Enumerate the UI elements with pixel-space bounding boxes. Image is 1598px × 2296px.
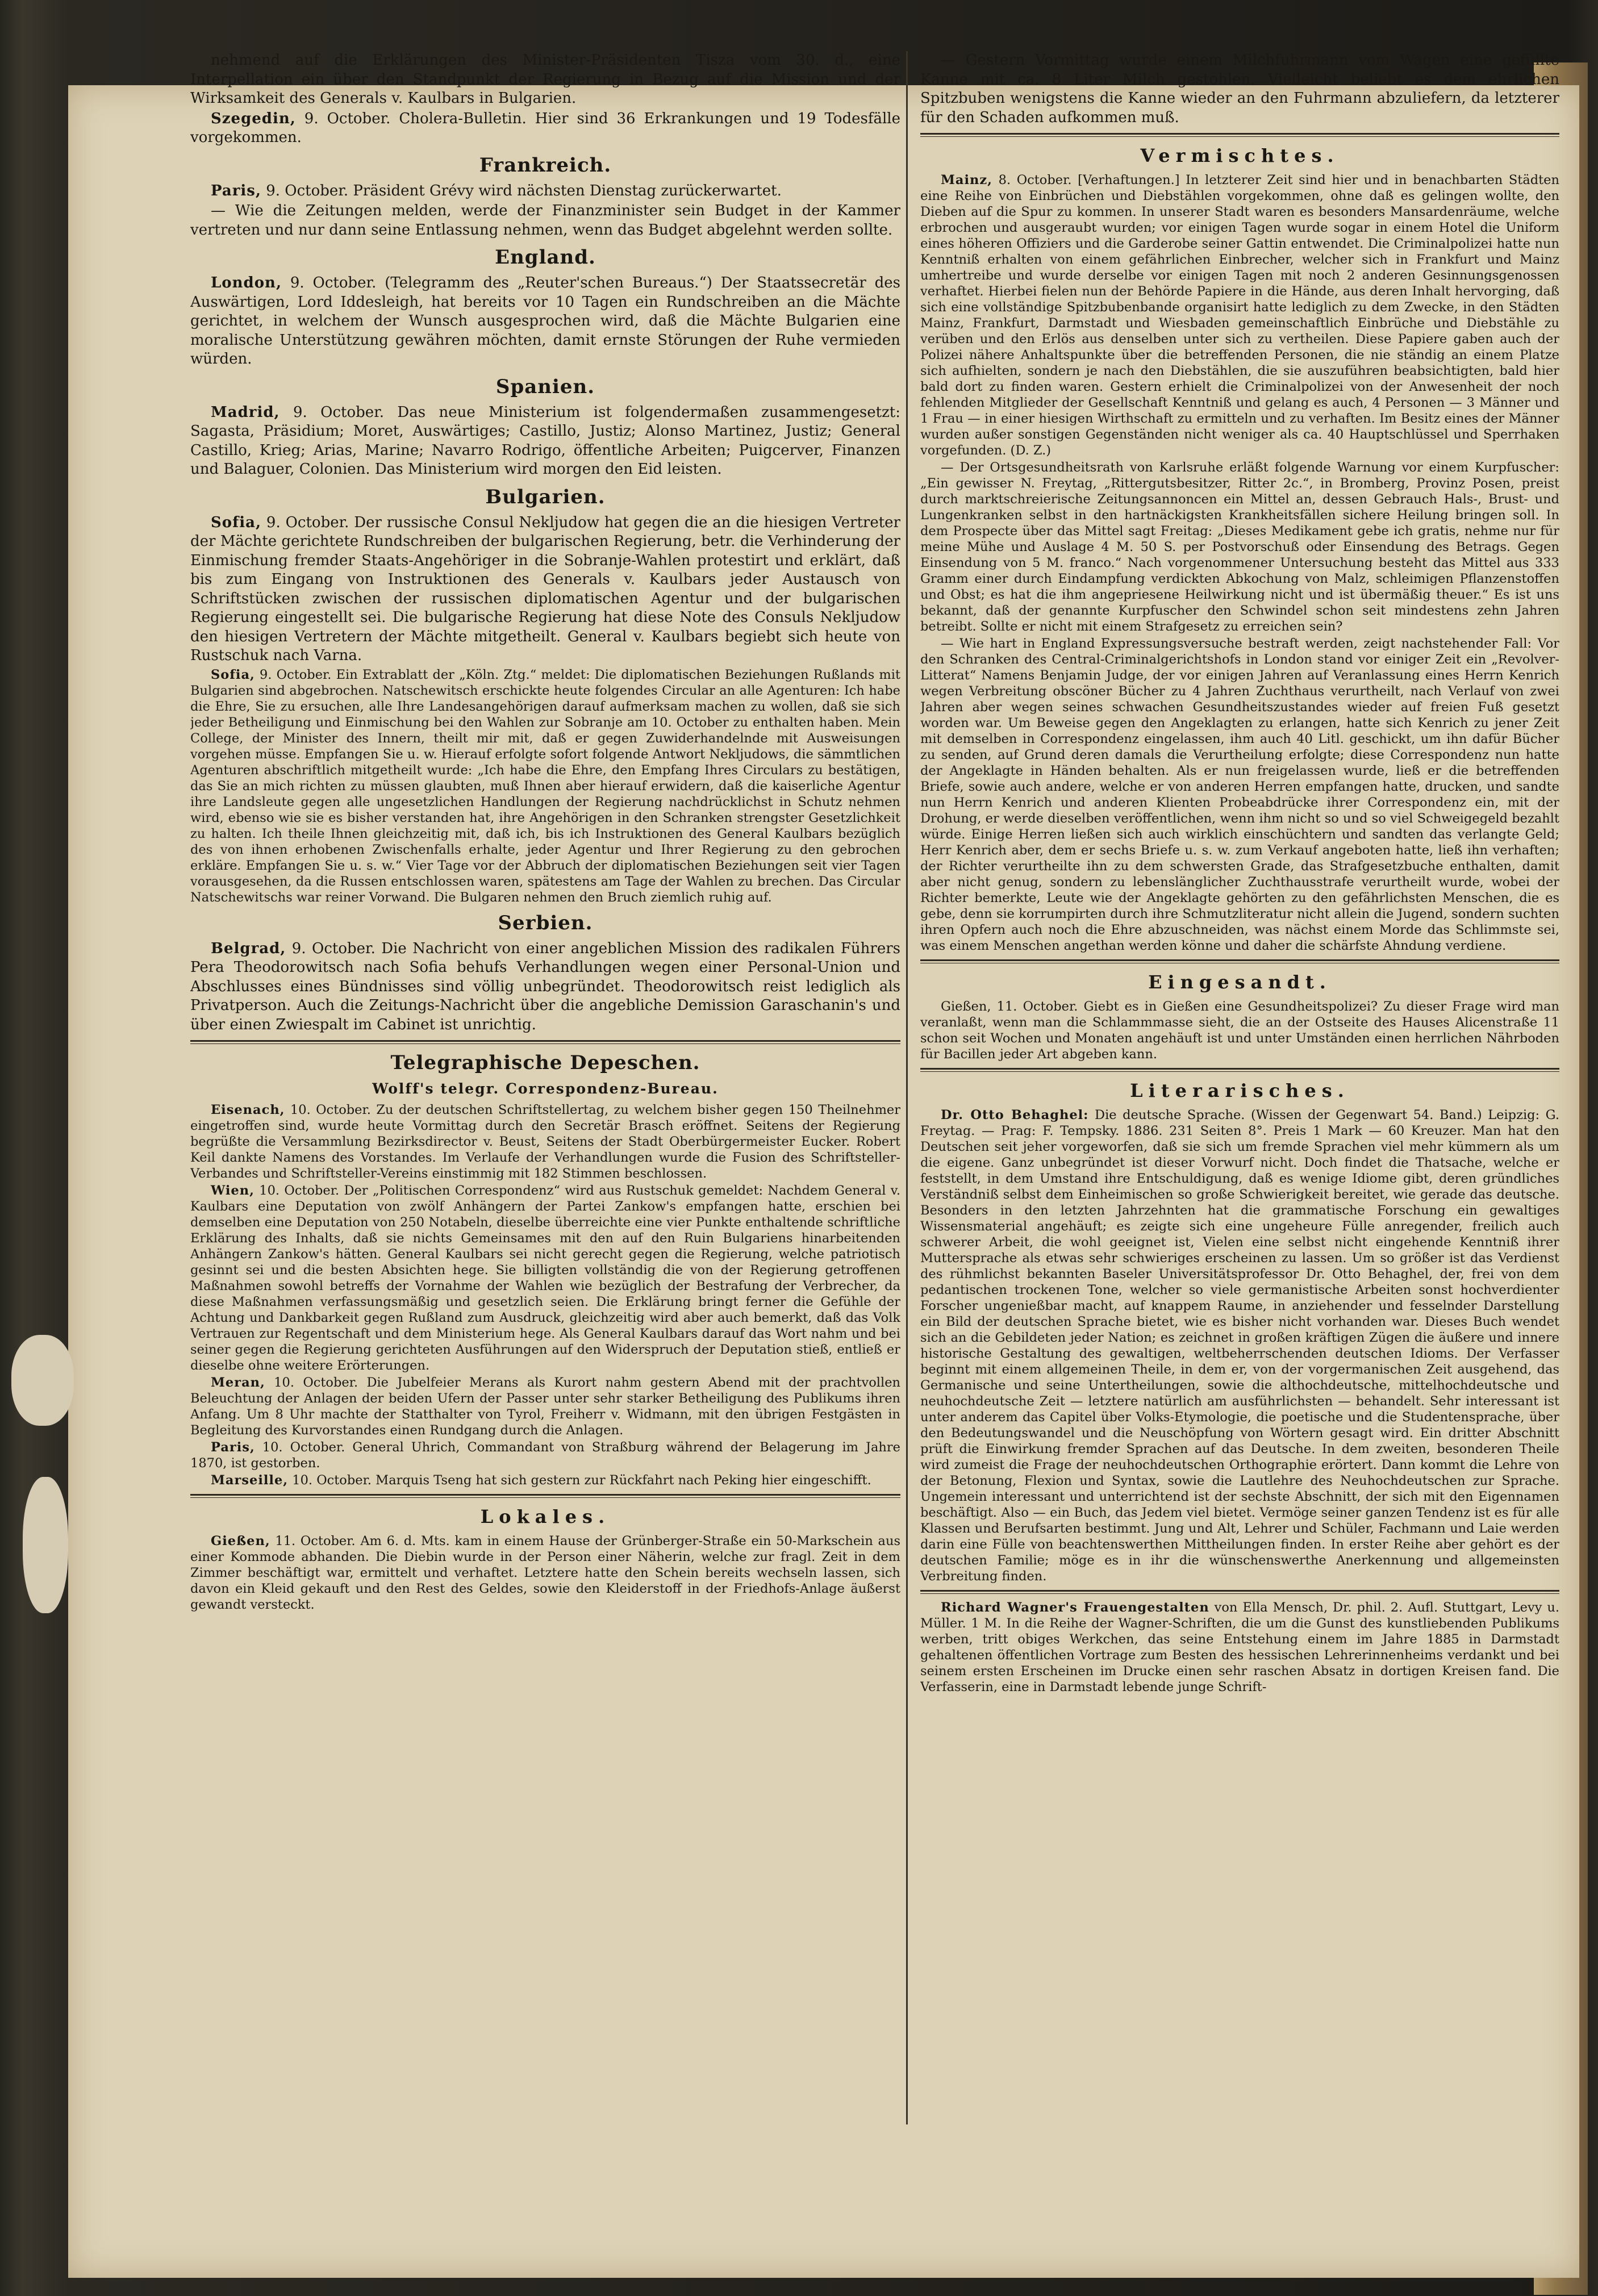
article-dateline: Gießen, (211, 1534, 270, 1548)
section-heading: Telegraphische Depeschen. (390, 1051, 700, 1074)
article-text: 10. October. General Uhrich, Commandant von Straßburg während der Belagerung im Jahre 1870, ist gestorben. (190, 1440, 900, 1471)
article-text: Die deutsche Sprache. (Wissen der Gegenwart 54. Band.) Leipzig: G. Freytag. — Prag: F. Tempsky. 1886. 231 Seiten 8°. Preis 1 Mark — 60 Kreuzer. Man hat den Deutschen seit jeher vorgeworfen, daß sie sich um fremde Sprachen viel mehr kümmern als um die eigene. Ganz unbegründet ist dieser Vorwurf nicht. Doch findet die Thatsache, welche er feststellt, in dem Umstand ihre Entschuldigung, daß es wenige Idiome gibt, deren gründliches Verständniß selbst dem Einheimischen so große Schwierigkeit bereitet, wie gerade das deutsche. Besonders in den letzten Jahrzehnten hat die grammatische Forschung ein gewaltiges Wissensmaterial angehäuft; es zeigte sich eine ungeheure Fülle anregender, freilich auch schwerer Arbeit, die wohl geeignet ist, Vielen eine selbst nicht eingehende Kenntniß ihrer Muttersprache als etwas sehr schwieriges erscheinen zu lassen. Um so größer ist das Verdienst des rühmlichst bekannten Baseler Universitätsprofessor Dr. Otto Behaghel, der, frei von dem pedantischen trockenen Tone, welcher so viele germanistische Arbeiten sonst hochverdienter Forscher ungenießbar macht, auf knappem Raume, in anziehender und fesselnder Darstellung ein Bild der deutschen Sprache bietet, wie es bisher nicht vorhanden war. Dieses Buch wendet sich an die Gebildeten jeder Nation; es zeichnet in großen kräftigen Zügen die äußere und innere historische Gestaltung des gewaltigen, weltbeherrschenden deutschen Idioms. Der Verfasser beginnt mit einem allgemeinen Theile, in dem er, von der vorgermanischen Zeit ausgehend, das Germanische und seine Untertheilungen, sowie die althochdeutsche, mittelhochdeutsche und neuhochdeutsche Zeit — letztere natürlich am ausführlichsten — behandelt. Sehr interessant ist unter anderem das Capitel über Volks-Etymologie, die poetische und die Studentensprache, über den Bedeutungswandel und die Neuschöpfung von Wörtern gesagt wird. Ein dritter Abschnitt prüft die Einwirkung fremder Sprachen auf das Deutsche. In dem zweiten, besonderen Theile wird zumeist die Frage der neuhochdeutschen Orthographie erörtert. Dann kommt die Lehre von der Betonung, Flexion und Syntax, sowie die Lautlehre des Neuhochdeutschen zur Sprache. Ungemein interessant und unterrichtend ist der sechste Abschnitt, der sich mit den Eigennamen beschäftigt. Also — ein Buch, das Jedem viel bietet. Vermöge seiner ganzen Tendenz ist es für alle Klassen und Berufsarten bestimmt. Jung und Alt, Lehrer und Schüler, Fachmann und Laie werden darin eine Fülle von beachtenswerthen Mittheilungen finden. In erster Reihe aber gehört es der deutschen Familie; möge es in ihr die wünschenswerthe Anerkennung und allgemeinsten Verbreitung finden. (920, 1108, 1559, 1584)
article-dateline: Paris, (211, 182, 261, 199)
article-dateline: Marseille, (211, 1473, 289, 1488)
right-column (920, 51, 1559, 2181)
article-text: nehmend auf die Erklärungen des Minister-Präsidenten Tisza vom 30. d., eine Interpellation ein über den Standpunkt der Regierung in Bezug auf die Mission und der Wirksamkeit des Generals v. Kaulbars in Bulgarien. (190, 52, 900, 107)
article-text: von Ella Mensch, Dr. phil. 2. Aufl. Stuttgart, Levy u. Müller. 1 M. In die Reihe der Wagner-Schriften, die um die Gunst des kunstliebenden Publikums werben, tritt obiges Werkchen, das seine Entstehung einem im Jahre 1885 in Darmstadt gehaltenen öffentlichen Vortrage zum Besten des hessischen Lehrerinnenheims verdankt und bei seinem ersten Erscheinen im Drucke einen sehr raschen Absatz in dortigen Kreisen fand. Die Verfasserin, eine in Darmstadt lebende junge Schrift- (920, 1600, 1559, 1694)
article-dateline: Madrid, (211, 403, 280, 421)
section-rule (190, 1040, 900, 1044)
column-divider (906, 51, 908, 2124)
article-dateline: Wien, (211, 1183, 254, 1198)
section-heading: Frankreich. (479, 153, 612, 177)
article-text: — Wie die Zeitungen melden, werde der Finanzminister sein Budget in der Kammer vertreten und nur dann seine Entlassung nehmen, wenn das Budget abgelehnt werden sollte. (190, 202, 900, 239)
article-paragraph (190, 1183, 900, 1374)
article-dateline: Sofia, (211, 514, 262, 531)
section-heading: Spanien. (495, 375, 595, 398)
article-text: 11. October. Am 6. d. Mts. kam in einem Hause der Grünberger-Straße ein 50-Markschein aus einer Kommode abhanden. Die Diebin wurde in der Person einer Näherin, welche zur fragl. Zeit in dem Zimmer beschäftigt war, ermittelt und verhaftet. Letztere hatte den Schein bereits wechseln lassen, sich davon ein Kleid gekauft und den Rest des Geldes, sowie den Kleiderstoff in der Friedhofs-Anlage äußerst gewandt versteckt. (190, 1534, 900, 1612)
article-paragraph (190, 514, 900, 666)
article-dateline: Paris, (211, 1440, 255, 1455)
article-dateline: Mainz, (941, 173, 993, 187)
section-subheading: Wolff's telegr. Correspondenz-Bureau. (372, 1080, 719, 1097)
article-paragraph (920, 636, 1559, 954)
article-dateline: Sofia, (211, 667, 255, 682)
article-paragraph (190, 1533, 900, 1613)
section-rule (920, 1068, 1559, 1072)
article-paragraph (190, 110, 900, 148)
article-dateline: Dr. Otto Behaghel: (941, 1108, 1089, 1122)
article-text: — Gestern Vormittag wurde einem Milchfuhrmann vom Wagen eine gefüllte Kanne mit ca. 8 Liter Milch gestohlen. Vielleicht beliebt es dem ehrlichen Spitzbuben wenigstens die Kanne wieder an den Fuhrmann abzuliefern, da letzterer für den Schaden aufkommen muß. (920, 52, 1559, 126)
article-paragraph (190, 1472, 900, 1488)
article-paragraph (190, 667, 900, 905)
article-dateline: London, (211, 274, 282, 291)
article-paragraph (190, 51, 900, 108)
article-paragraph (190, 182, 900, 201)
article-paragraph (190, 274, 900, 369)
left-column (190, 51, 900, 2141)
section-heading: Serbien. (498, 911, 593, 934)
article-text: 9. October. Präsident Grévy wird nächsten Dienstag zurückerwartet. (261, 182, 782, 199)
section-rule (920, 133, 1559, 137)
article-text: 9. October. Cholera-Bulletin. Hier sind 36 Erkrankungen und 19 Todesfälle vorgekommen. (190, 110, 900, 146)
article-text: 10. October. Der „Politischen Correspondenz“ wird aus Rustschuk gemeldet: Nachdem General v. Kaulbars eine Deputation von zwölf Anhängern der Partei Zankow's empfangen hatte, erschien bei demselben eine Deputation von 250 Notabeln, dieselbe überreichte eine vier Punkte enthaltende schriftliche Erklärung des Inhalts, daß sie nichts Gemeinsames mit den auf den Ruin Bulgariens hinarbeitenden Anhängern Zankow's hätten. General Kaulbars sei nicht gerecht gegen die Regierung, welche patriotisch gesinnt sei und die besten Absichten hege. Sie billigten vollständig die von der Regierung getroffenen Maßnahmen sowohl betreffs der Vornahme der Wahlen wie bezüglich der Bestrafung der Verbrecher, da diese Maßnahmen verfassungsmäßig und gesetzlich seien. Die Erklärung bringt ferner die Gefühle der Achtung und Dankbarkeit gegen Rußland zum Ausdruck, gleichzeitig wird aber auch bemerkt, daß das Volk Vertrauen zur Regentschaft und dem Ministerium hege. Als General Kaulbars darauf das Wort nahm und bei seiner gegen die Regierung gerichteten Ausführungen auf den Widerspruch der Deputation stieß, entließ er dieselbe ohne weitere Erörterungen. (190, 1183, 900, 1373)
article-paragraph (920, 172, 1559, 458)
article-text: 9. October. (Telegramm des „Reuter'schen Bureaus.“) Der Staatssecretär des Auswärtigen, Lord Iddesleigh, hat bereits vor 10 Tagen ein Rundschreiben an die Mächte gerichtet, in welchem der Wunsch ausgesprochen wird, daß die Mächte Bulgarien eine moralische Unterstützung gewähren möchten, damit ernste Störungen der Ruhe vermieden würden. (190, 274, 900, 368)
section-heading: Eingesandt. (1148, 971, 1332, 993)
article-paragraph (920, 999, 1559, 1062)
article-text: Gießen, 11. October. Giebt es in Gießen eine Gesundheitspolizei? Zu dieser Frage wird man veranlaßt, wenn man die Schlammmasse sieht, die an der Ostseite des Hauses Alicenstraße 11 schon seit Wochen und Monaten angehäuft ist und unter Umständen einen herrlichen Nährboden für Bacillen jeder Art abgeben kann. (920, 999, 1559, 1062)
section-heading: Lokales. (480, 1506, 611, 1527)
section-heading: Vermischtes. (1140, 145, 1340, 166)
article-paragraph (920, 1600, 1559, 1695)
section-heading: England. (495, 246, 596, 269)
article-paragraph (920, 51, 1559, 127)
article-text: — Der Ortsgesundheitsrath von Karlsruhe erläßt folgende Warnung vor einem Kurpfuscher: „Ein gewisser N. Freytag, „Rittergutsbesitzer, Ritter 2c.“, in Bromberg, Provinz Posen, preist durch marktschreierische Zeitungsannoncen ein Mittel an, dessen Gebrauch Hals-, Brust- und Lungenkranken selbst in den hartnäckigsten Krankheitsfällen sichere Heilung bringen soll. In dem Prospecte über das Mittel sagt Freitag: „Dieses Medikament gebe ich gratis, nehme nur für meine Mühe und Auslage 4 M. 50 S. per Postvorschuß oder Einsendung des Betrags. Gegen Einsendung von 5 M. franco.“ Nach vorgenommener Untersuchung besteht das Mittel aus 333 Gramm einer durch Eindampfung verdickten Abkochung von Malz, schleimigen Pflanzenstoffen und Obst; es hat die ihm angepriesene Heilwirkung nicht und ist übermäßig theuer.“ Es ist uns bekannt, daß der genannte Kurpfuscher den Schwindel schon seit mindestens zehn Jahren betreibt. Sollte er nicht mit einem Strafgesetz zu erreichen sein? (920, 460, 1559, 634)
article-text: 10. October. Die Jubelfeier Merans als Kurort nahm gestern Abend mit der prachtvollen Beleuchtung der Anlagen der beiden Ufern der Passer unter sehr starker Betheiligung des Publikums ihren Anfang. Um 8 Uhr machte der Statthalter von Tyrol, Freiherr v. Widmann, mit den übrigen Festgästen in Begleitung des Kurvorstandes einen Rundgang durch die Anlagen. (190, 1375, 900, 1438)
article-text: 9. October. Der russische Consul Nekljudow hat gegen die an die hiesigen Vertreter der Mächte gerichtete Rundschreiben der bulgarischen Regierung, betr. die Verhinderung der Einmischung fremder Staats-Angehöriger in die Sobranje-Wahlen protestirt und erklärt, daß bis zum Eingang von Instruktionen des Generals v. Kaulbars jeder Austausch von Schriftstücken zwischen der russischen diplomatischen Agentur und der bulgarischen Regierung eingestellt sei. Die bulgarische Regierung hat diese Note des Consuls Nekljudow den hiesigen Vertretern der Mächte mitgetheilt. General v. Kaulbars begiebt sich heute von Rustschuk nach Varna. (190, 514, 900, 664)
section-heading: Bulgarien. (485, 485, 606, 508)
article-text: 10. October. Zu der deutschen Schriftstellertag, zu welchem bisher gegen 150 Theilnehmer eingetroffen sind, wurde heute Vormittag durch den Secretär Brasch eröffnet. Seitens der Regierung begrüßte die Versammlung Bezirksdirector v. Beust, Seitens der Stadt Oberbürgermeister Eucker. Robert Keil dankte Namens des Vorstandes. Im Verlaufe der Verhandlungen wurde die Fusion des Schriftsteller-Verbandes und Schriftsteller-Vereins einstimmig mit 182 Stimmen beschlossen. (190, 1103, 900, 1181)
article-dateline: Meran, (211, 1375, 265, 1390)
article-text: 10. October. Marquis Tseng hat sich gestern zur Rückfahrt nach Peking hier eingeschifft. (288, 1473, 871, 1488)
article-text: 9. October. Das neue Ministerium ist folgendermaßen zusammengesetzt: Sagasta, Präsidium; Moret, Auswärtiges; Castillo, Justiz; Alonso Martinez, Justiz; General Castillo, Krieg; Arias, Marine; Navarro Rodrigo, öffentliche Arbeiten; Puigcerver, Finanzen und Balaguer, Colonien. Das Ministerium wird morgen den Eid leisten. (190, 403, 900, 478)
article-paragraph (920, 1107, 1559, 1584)
article-paragraph (190, 1102, 900, 1182)
paper-damage (23, 1477, 68, 1613)
article-paragraph (190, 940, 900, 1035)
article-dateline: Richard Wagner's Frauengestalten (941, 1600, 1209, 1615)
article-paragraph (190, 1439, 900, 1471)
article-text: 8. October. [Verhaftungen.] In letzterer Zeit sind hier und in benachbarten Städten eine Reihe von Einbrüchen und Diebstählen vorgekommen, ohne daß es gelingen wollte, den Dieben auf die Spur zu kommen. In unserer Stadt waren es besonders Mansardenräume, welche erbrochen und ausgeraubt wurden; vor einigen Tagen wurde sogar in einem Hotel die Uniform eines höheren Offiziers und die Garderobe seiner Gattin entwendet. Die Criminalpolizei hatte nun Kenntniß erhalten von einem gefährlichen Einbrecher, welcher sich in Frankfurt und Mainz umhertreibe und wurde derselbe vor einigen Tagen mit noch 2 anderen Gesinnungsgenossen verhaftet. Hierbei fielen nun der Behörde Papiere in die Hände, aus deren Inhalt hervorging, daß sich eine vollständige Spitzbubenbande organisirt hatte lediglich zu dem Zwecke, in den Städten Mainz, Frankfurt, Darmstadt und Wiesbaden gemeinschaftlich Einbrüche und Diebstähle zu verüben und den Erlös aus denselben unter sich zu vertheilen. Diese Papiere gaben auch der Polizei nähere Anhaltspunkte über die betreffenden Personen, die nie ständig an einem Platze sich aufhielten, sondern je nach den Diebstählen, die sie auszuführen beabsichtigten, bald hier bald dort zu finden waren. Gestern erhielt die Criminalpolizei von der Anwesenheit der noch fehlenden Mitglieder der Gesellschaft Kenntniß und gelang es auch, 4 Personen — 3 Männer und 1 Frau — in einer hiesigen Wirthschaft zu ermitteln und zu verhaften. Im Besitz eines der Männer wurden außer sonstigen Gegenständen nicht weniger als ca. 40 Hauptschlüssel und Sperrhaken vorgefunden. (D. Z.) (920, 173, 1559, 458)
section-rule (920, 959, 1559, 963)
article-dateline: Belgrad, (211, 940, 286, 957)
article-paragraph (190, 202, 900, 240)
article-text: 9. October. Die Nachricht von einer angeblichen Mission des radikalen Führers Pera Theodorowitsch nach Sofia behufs Verhandlungen wegen einer Personal-Union und Abschlusses eines Bündnisses sind völlig unbegründet. Theodorowitsch reist lediglich als Privatperson. Auch die Zeitungs-Nachricht über die angebliche Demission Garaschanin's und über einen Zwiespalt im Cabinet ist unrichtig. (190, 940, 900, 1033)
article-text: — Wie hart in England Expressungsversuche bestraft werden, zeigt nachstehender Fall: Vor den Schranken des Central-Criminalgerichtshofs in London stand vor einiger Zeit ein „Revolver-Litterat“ Namens Benjamin Judge, der vor einigen Jahren auf Veranlassung eines Herrn Kenrich wegen Verbreitung obscöner Bücher zu 4 Jahren Zuchthaus verurtheilt, nach Verlauf von zwei Jahren aber wegen seines schwachen Gesundheitszustandes wieder auf freien Fuß gesetzt worden war. Um Beweise gegen den Angeklagten zu erlangen, hatte sich Kenrich zu jener Zeit mit demselben in Correspondenz eingelassen, ihm auch 40 Litl. geschickt, um ihn dafür Bücher zu senden, auf Grund deren damals die Verurtheilung erfolgte; diese Correspondenz nun hatte der Angeklagte in Händen behalten. Als er nun freigelassen wurde, ließ er die betreffenden Briefe, sowie auch andere, welche er von anderen Herren empfangen hatte, drucken, und sandte nun Herrn Kenrich und anderen Klienten Probeabdrücke ihrer Correspondenz ein, mit der Drohung, er werde dieselben veröffentlichen, wenn ihm nicht so und so viel Schweigegeld bezahlt würde. Einige Herren ließen sich auch wirklich einschüchtern und sandten das verlangte Geld; Herr Kenrich aber, dem er sechs Briefe u. s. w. zum Verkauf angeboten hatte, ließ ihn verhaften; der Richter verurtheilte ihn zu dem schwersten Grade, das Strafgesetzbuche enthalten, damit aber nicht genug, sondern zu lebenslänglicher Zuchthausstrafe verurtheilt wurde, wobei der Richter bemerkte, Leute wie der Angeklagte gehörten zu den gefährlichsten Menschen, die es gebe, denn sie korrumpirten durch ihre Schmutzliteratur nicht allein die Jugend, sondern suchten ihren Opfern auch noch die Ehre abzuschneiden, was nächst einem Morde das Schlimmste sei, was einem Menschen angethan werden könne und daher die schärfste Ahndung verdiene. (920, 636, 1559, 953)
paper-damage (11, 1335, 74, 1426)
section-rule (190, 1494, 900, 1498)
article-paragraph (190, 403, 900, 479)
article-paragraph (190, 1375, 900, 1438)
article-paragraph (920, 460, 1559, 634)
section-heading: Literarisches. (1130, 1080, 1350, 1101)
section-rule (920, 1590, 1559, 1594)
article-dateline: Szegedin, (211, 110, 296, 127)
article-text: 9. October. Ein Extrablatt der „Köln. Ztg.“ meldet: Die diplomatischen Beziehungen Rußlands mit Bulgarien sind abgebrochen. Natschewitsch erschickte heute folgendes Circular an alle Agenturen: Ich habe die Ehre, Sie zu ersuchen, alle Ihre Landesangehörigen darauf aufmerksam machen zu wollen, daß sie sich jeder Betheiligung und Einmischung bei den Wahlen zur Sobranje am 10. October zu enthalten haben. Mein College, der Minister des Innern, theilt mir mit, daß er gegen Zuwiderhandelnde mit Ausweisungen vorgehen müsse. Empfangen Sie u. w. Hierauf erfolgte sofort folgende Antwort Nekljudows, die sämmtlichen Agenturen abschriftlich mitgetheilt wurde: „Ich habe die Ehre, den Empfang Ihres Circulars zu bestätigen, das Sie an mich richten zu müssen glaubten, muß Ihnen aber hierauf erwidern, daß die kaiserliche Agentur ihre Landsleute gegen alle ungesetzlichen Handlungen der Regierung nachdrücklichst in Schutz nehmen wird, ebenso wie sie es bisher verstanden hat, ihre Angehörigen in den Schranken strengster Gesetzlichkeit zu halten. Ich theile Ihnen gleichzeitig mit, daß ich, bis ich Instruktionen des General Kaulbars bezüglich des von ihnen erhobenen Zwischenfalls erhalte, jeder Agentur und Ihrer Regierung zu den gebrochen erkläre. Empfangen Sie u. s. w.“ Vier Tage vor der Abbruch der diplomatischen Beziehungen seit vier Tagen vorausgesehen, da die Russen entschlossen waren, spätestens am Tage der Wahlen zu brechen. Das Circular Natschewitschs war reiner Vorwand. Die Bulgaren nehmen den Bruch ziemlich ruhig auf. (190, 667, 900, 905)
article-dateline: Eisenach, (211, 1103, 285, 1117)
